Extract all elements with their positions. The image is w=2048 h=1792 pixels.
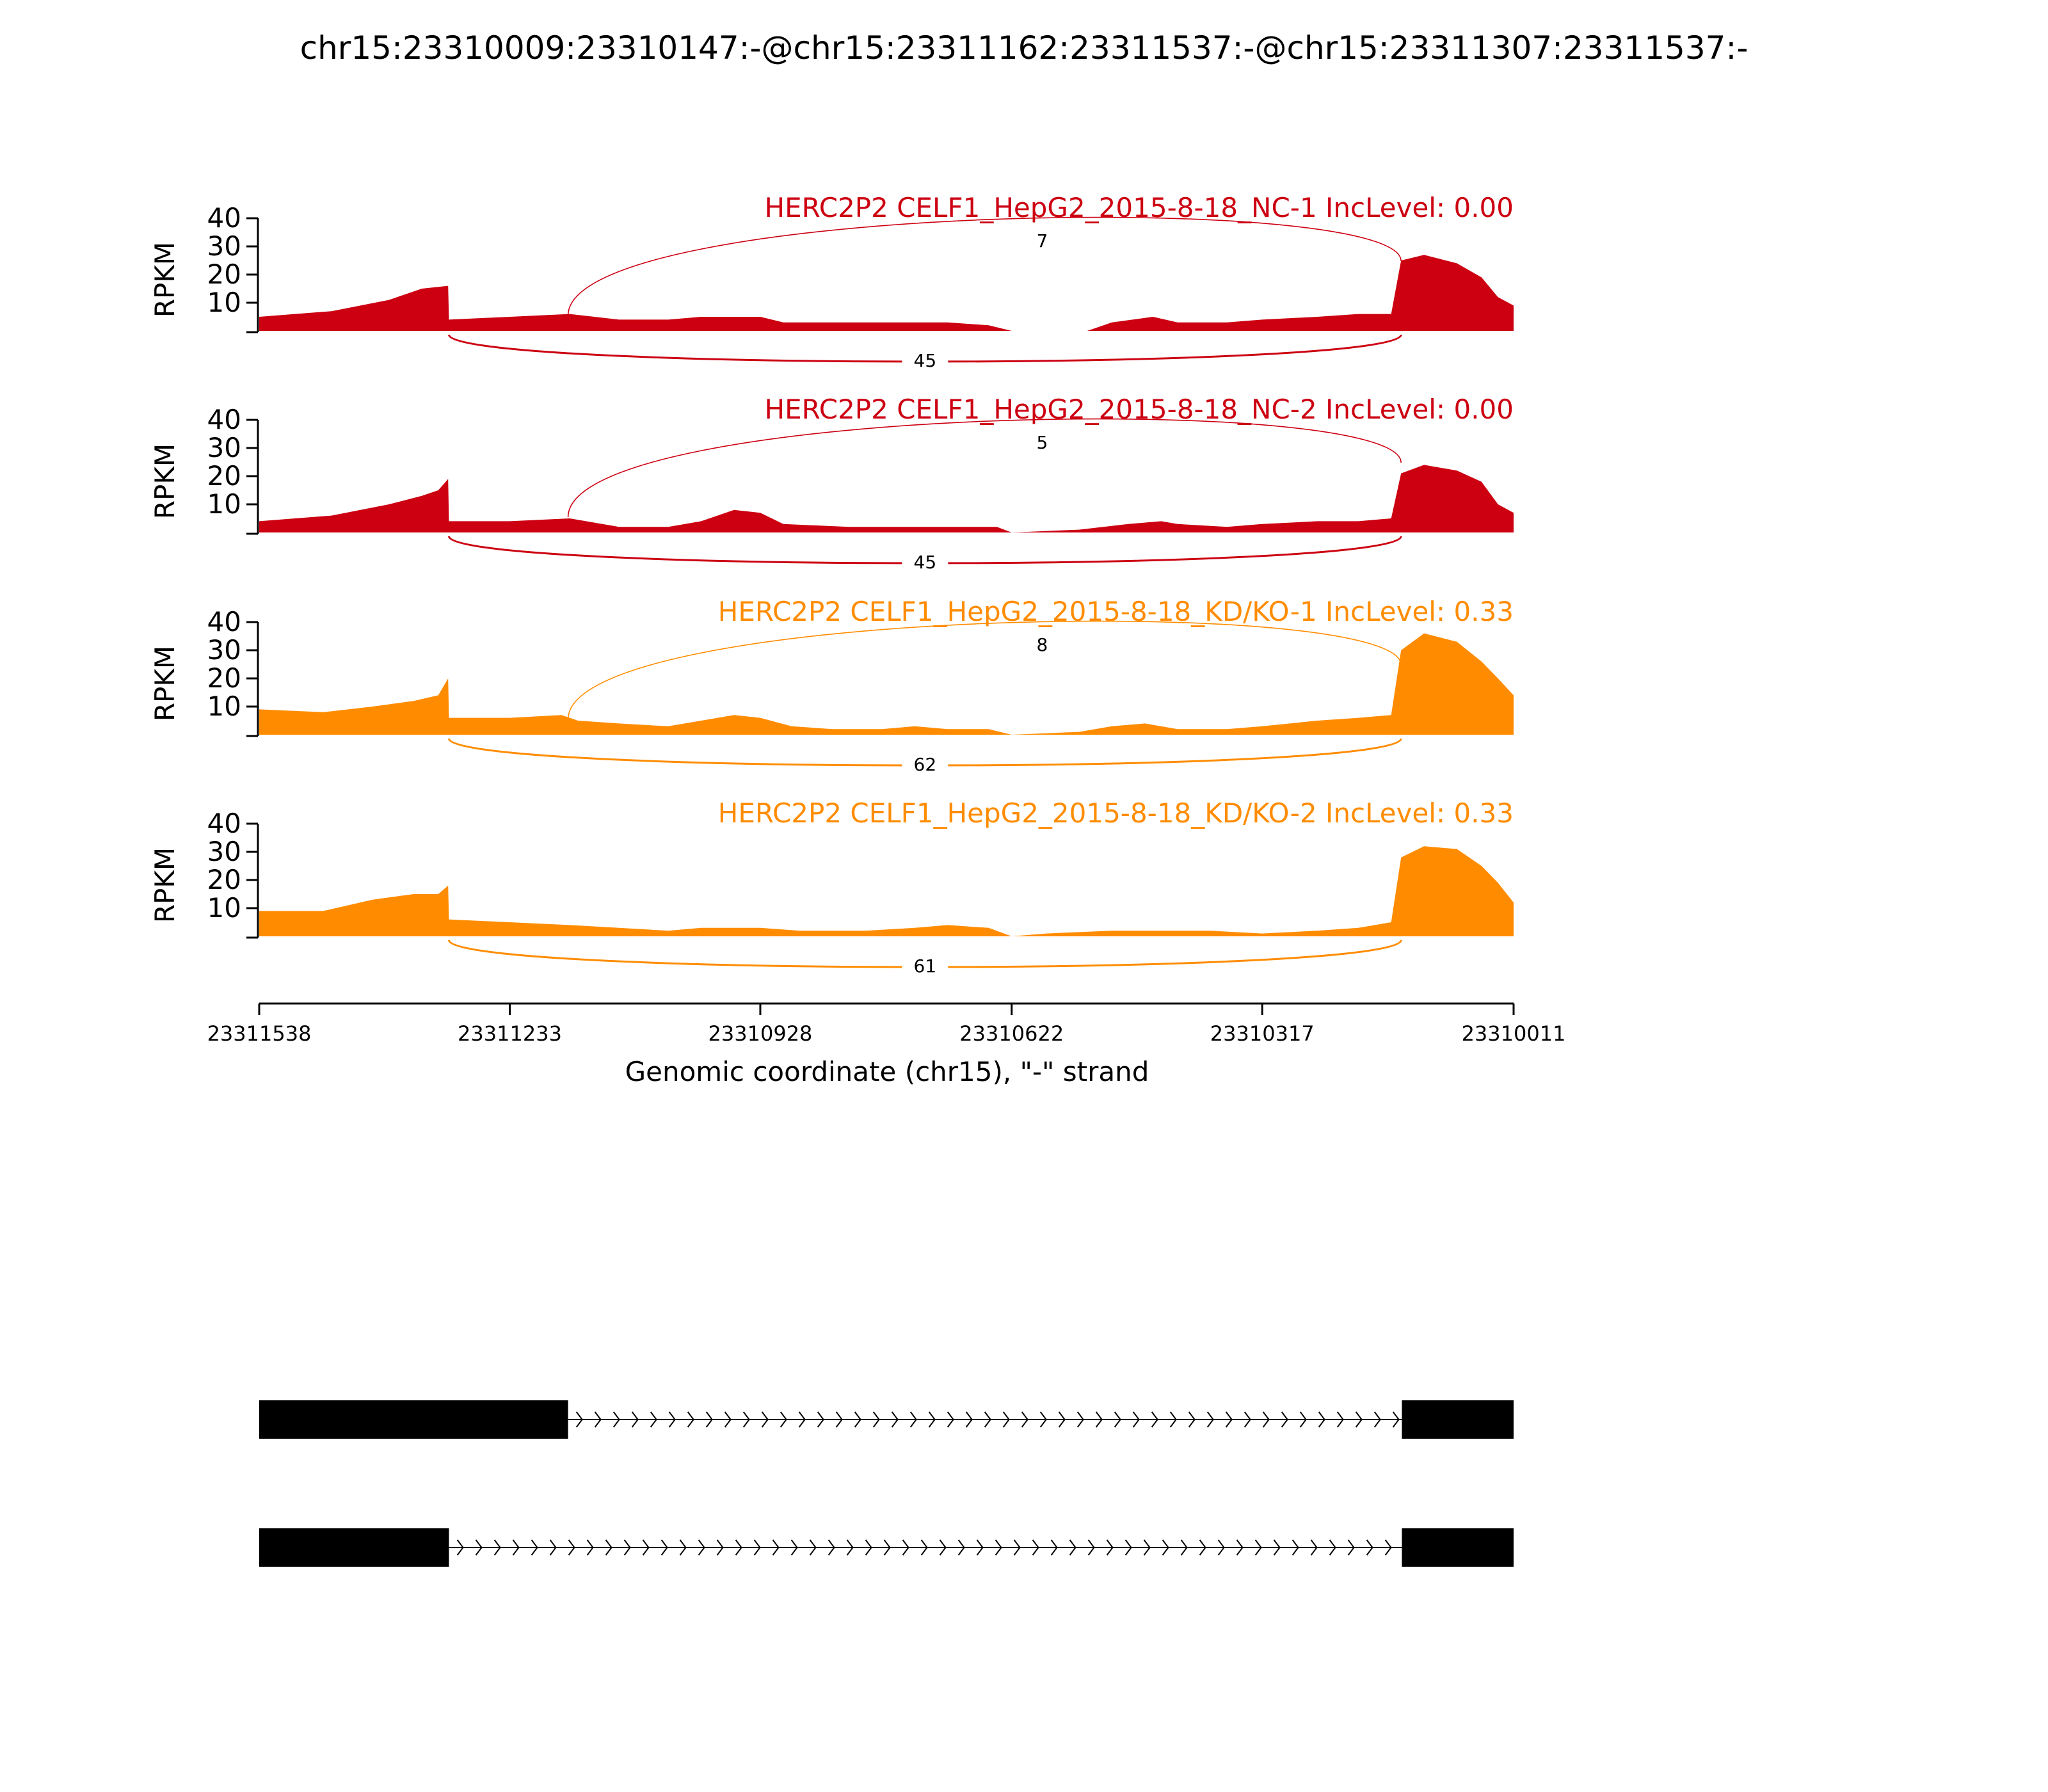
junction-label: 8 — [1036, 634, 1048, 655]
track-label: HERC2P2 CELF1_HepG2_2015-8-18_NC-2 IncLevel: 0.00 — [764, 394, 1514, 425]
exon-block — [259, 1528, 449, 1567]
y-tick-label: 30 — [207, 634, 241, 666]
coverage-area — [259, 255, 1514, 331]
y-tick-label: 30 — [207, 432, 241, 463]
coverage-tracks — [149, 192, 1514, 977]
x-tick-label: 23310622 — [959, 1021, 1064, 1046]
y-tick-label: 10 — [207, 691, 241, 722]
y-tick-label: 40 — [207, 808, 241, 839]
y-tick-label: 40 — [207, 202, 241, 234]
y-tick-label: 20 — [207, 662, 241, 694]
x-axis-label: Genomic coordinate (chr15), "-" strand — [625, 1056, 1149, 1087]
track-label: HERC2P2 CELF1_HepG2_2015-8-18_NC-1 IncLevel: 0.00 — [764, 192, 1514, 223]
chart-title: chr15:23310009:23310147:-@chr15:23311162:23311537:-@chr15:23311307:23311537:- — [300, 29, 1748, 67]
track-label: HERC2P2 CELF1_HepG2_2015-8-18_KD/KO-2 IncLevel: 0.33 — [717, 797, 1514, 829]
coverage-track — [149, 394, 1514, 573]
junction-label: 62 — [913, 754, 937, 775]
coverage-area — [259, 846, 1514, 936]
junction-label: 5 — [1036, 431, 1048, 453]
y-tick-label: 10 — [207, 488, 241, 520]
y-tick-label: 30 — [207, 230, 241, 262]
y-tick-label: 20 — [207, 460, 241, 492]
exon-block — [1402, 1528, 1514, 1567]
junction-label: 61 — [913, 956, 937, 977]
coverage-track — [149, 192, 1514, 372]
exon-block — [259, 1400, 568, 1439]
x-tick-label: 23311233 — [458, 1021, 562, 1046]
junction-label: 45 — [913, 350, 937, 371]
junction-arc — [568, 419, 1402, 517]
y-tick-label: 10 — [207, 287, 241, 318]
x-axis — [207, 1004, 1566, 1046]
junction-label: 45 — [913, 552, 937, 573]
y-tick-label: 20 — [207, 259, 241, 290]
coverage-track — [149, 596, 1514, 776]
x-tick-label: 23310928 — [708, 1021, 813, 1046]
coverage-area — [259, 465, 1514, 532]
y-tick-label: 40 — [207, 606, 241, 637]
x-tick-label: 23310317 — [1210, 1021, 1315, 1046]
y-tick-label: 10 — [207, 892, 241, 924]
y-axis-label: RPKM — [149, 645, 180, 722]
track-label: HERC2P2 CELF1_HepG2_2015-8-18_KD/KO-1 IncLevel: 0.33 — [717, 596, 1514, 627]
y-axis-label: RPKM — [149, 443, 180, 520]
isoform-models — [259, 1400, 1514, 1567]
y-axis-label: RPKM — [149, 847, 180, 924]
y-tick-label: 30 — [207, 836, 241, 867]
y-tick-label: 40 — [207, 404, 241, 435]
exon-block — [1402, 1400, 1514, 1439]
coverage-track — [149, 797, 1514, 977]
x-tick-label: 23311538 — [207, 1021, 312, 1046]
junction-arc — [568, 621, 1402, 719]
junction-label: 7 — [1036, 230, 1048, 252]
coverage-area — [259, 634, 1514, 735]
junction-arc — [568, 218, 1402, 316]
y-axis-label: RPKM — [149, 241, 180, 318]
y-tick-label: 20 — [207, 864, 241, 895]
x-tick-label: 23310011 — [1461, 1021, 1566, 1046]
isoform-model — [259, 1528, 1514, 1567]
isoform-model — [259, 1400, 1514, 1439]
